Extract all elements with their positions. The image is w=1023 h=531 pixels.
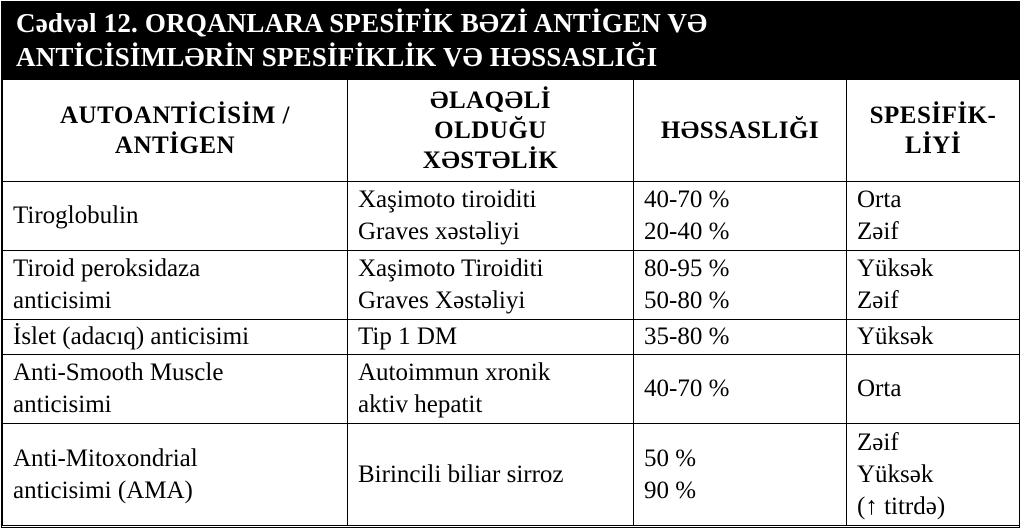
- header-text: OLDUĞU: [434, 116, 547, 144]
- header-antigen: [3, 80, 348, 182]
- header-text: HƏSSASLIĞI: [660, 116, 820, 144]
- cell-text: Zəif: [857, 218, 899, 245]
- cell-text: Yüksək: [857, 255, 934, 282]
- cell-text: Orta: [857, 375, 902, 402]
- cell-antigen: [3, 320, 348, 355]
- cell-text: 40-70 %: [644, 375, 730, 402]
- header-text: ANTİGEN: [114, 131, 236, 159]
- table-frame: [1, 1, 1020, 528]
- cell-antigen: [3, 355, 348, 424]
- table-row: [3, 182, 1020, 251]
- cell-text: aktiv hepatit: [358, 391, 483, 418]
- cell-text: 50 %: [644, 444, 697, 472]
- cell-text: Tiroglobulin: [13, 202, 139, 229]
- cell-text: Birincili biliar sirroz: [358, 460, 564, 488]
- cell-specificity: [847, 320, 1020, 355]
- cell-antigen: [3, 182, 348, 251]
- table-row: [3, 355, 1020, 424]
- cell-disease: [348, 182, 634, 251]
- cell-text: 50-80 %: [644, 287, 730, 314]
- cell-disease: [348, 320, 634, 355]
- header-specificity: [847, 80, 1020, 182]
- cell-text: Autoimmun xronik: [358, 359, 551, 386]
- cell-text: 35-80 %: [644, 323, 730, 350]
- header-sensitivity: [634, 80, 847, 182]
- cell-text: Anti-Mitoxondrial: [13, 444, 198, 472]
- table-row: [3, 320, 1020, 355]
- caption-line-1: Cədvəl 12. ORQANLARA SPESİFİK BƏZİ ANTİGEN VƏ: [16, 8, 708, 38]
- cell-text: 90 %: [644, 476, 697, 504]
- header-row: [3, 80, 1020, 182]
- cell-sensitivity: [634, 251, 847, 320]
- header-disease: [348, 80, 634, 182]
- cell-text: anticisimi (AMA): [13, 476, 193, 504]
- header-text: XƏSTƏLİK: [422, 146, 559, 174]
- cell-antigen: [3, 251, 348, 320]
- table-row: [3, 251, 1020, 320]
- cell-text: Orta: [857, 186, 902, 213]
- cell-text: (↑ titrdə): [857, 492, 946, 520]
- cell-text: Yüksək: [857, 460, 934, 488]
- cell-text: Xaşimoto Tiroiditi: [358, 255, 544, 282]
- cell-specificity: [847, 424, 1020, 526]
- cell-text: Graves xəstəliyi: [358, 218, 520, 245]
- cell-text: Tiroid peroksidaza: [13, 255, 201, 282]
- header-text: LİYİ: [904, 131, 962, 159]
- header-text: SPESİFİK-: [869, 101, 997, 129]
- cell-specificity: [847, 182, 1020, 251]
- cell-antigen: [3, 424, 348, 526]
- table-row: [3, 424, 1020, 526]
- cell-text: 20-40 %: [644, 218, 730, 245]
- cell-specificity: [847, 355, 1020, 424]
- cell-text: İslet (adacıq) anticisimi: [13, 323, 250, 350]
- cell-text: Anti-Smooth Muscle: [13, 359, 224, 386]
- cell-disease: [348, 424, 634, 526]
- cell-text: 40-70 %: [644, 186, 730, 213]
- cell-text: anticisimi: [13, 287, 112, 314]
- caption-line-2: ANTİCİSİMLƏRİN SPESİFİKLİK VƏ HƏSSASLIĞI: [16, 42, 658, 72]
- cell-disease: [348, 251, 634, 320]
- cell-sensitivity: [634, 320, 847, 355]
- cell-text: Tip 1 DM: [358, 323, 458, 350]
- cell-text: Graves Xəstəliyi: [358, 287, 526, 314]
- cell-sensitivity: [634, 355, 847, 424]
- cell-sensitivity: [634, 182, 847, 251]
- cell-text: Xaşimoto tiroiditi: [358, 186, 537, 213]
- header-text: AUTOANTİCİSİM /: [60, 101, 290, 129]
- cell-disease: [348, 355, 634, 424]
- cell-text: Zəif: [857, 428, 899, 456]
- cell-text: 80-95 %: [644, 255, 730, 282]
- cell-text: anticisimi: [13, 391, 112, 418]
- cell-text: Zəif: [857, 287, 899, 314]
- data-table: [2, 79, 1020, 526]
- cell-text: Yüksək: [857, 323, 934, 350]
- cell-sensitivity: [634, 424, 847, 526]
- header-text: ƏLAQƏLİ: [429, 86, 552, 114]
- table-caption: [2, 2, 1019, 79]
- cell-specificity: [847, 251, 1020, 320]
